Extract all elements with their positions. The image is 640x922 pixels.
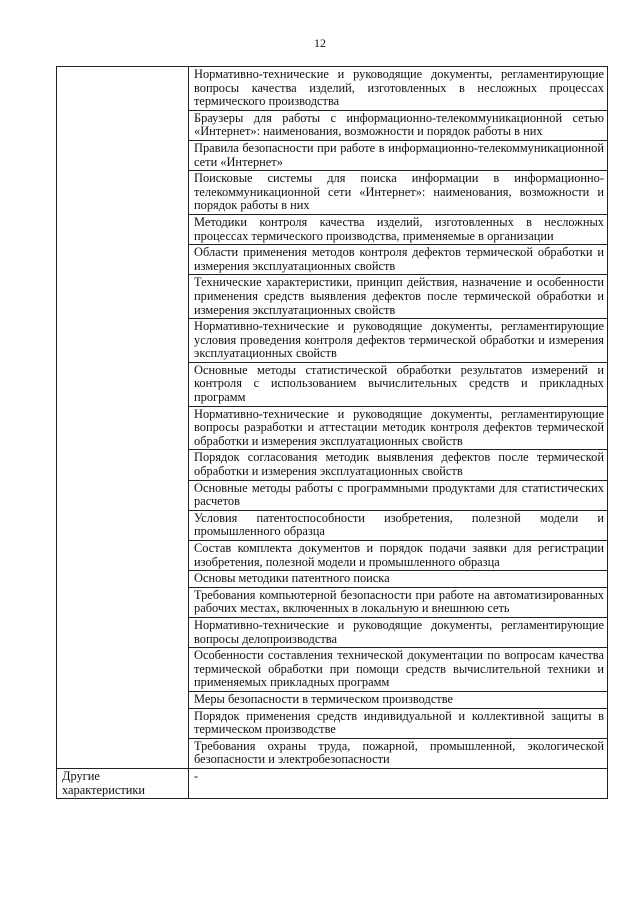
knowledge-item: Основы методики патентного поиска xyxy=(189,571,608,588)
knowledge-item: Методики контроля качества изделий, изготовленных в несложных процессах термического производства, применяемые в организации xyxy=(189,214,608,244)
knowledge-item: Области применения методов контроля дефектов термической обработки и измерения эксплуатационных свойств xyxy=(189,245,608,275)
other-characteristics-value: - xyxy=(189,768,608,798)
knowledge-item: Порядок согласования методик выявления дефектов после термической обработки и измерения эксплуатационных свойств xyxy=(189,450,608,480)
knowledge-item: Нормативно-технические и руководящие документы, регламентирующие вопросы качества изделий, изготовленных в несложных процессах термического производства xyxy=(189,67,608,111)
label-cell-empty xyxy=(57,67,189,769)
knowledge-item: Браузеры для работы с информационно-телекоммуникационной сетью «Интернет»: наименования, возможности и порядок работы в них xyxy=(189,110,608,140)
knowledge-item: Основные методы работы с программными продуктами для статистических расчетов xyxy=(189,480,608,510)
knowledge-item: Требования охраны труда, пожарной, промышленной, экологической безопасности и электробезопасности xyxy=(189,738,608,768)
knowledge-item: Технические характеристики, принцип действия, назначение и особенности применения средств выявления дефектов после термической обработки и измерения эксплуатационных свойств xyxy=(189,275,608,319)
knowledge-item: Порядок применения средств индивидуальной и коллективной защиты в термическом производстве xyxy=(189,708,608,738)
knowledge-table xyxy=(56,66,608,799)
knowledge-item: Поисковые системы для поиска информации в информационно-телекоммуникационной сети «Интернет»: наименования, возможности и порядок работы в них xyxy=(189,171,608,215)
knowledge-item: Основные методы статистической обработки результатов измерений и контроля с использованием вычислительных средств и прикладных программ xyxy=(189,362,608,406)
knowledge-item: Условия патентоспособности изобретения, полезной модели и промышленного образца xyxy=(189,510,608,540)
knowledge-item: Нормативно-технические и руководящие документы, регламентирующие вопросы разработки и аттестации методик контроля дефектов термической обработки и измерения эксплуатационных свойств xyxy=(189,406,608,450)
knowledge-item: Нормативно-технические и руководящие документы, регламентирующие вопросы делопроизводства xyxy=(189,617,608,647)
table-row xyxy=(57,67,608,111)
knowledge-item: Требования компьютерной безопасности при работе на автоматизированных рабочих местах, включенных в локальную и внешнюю сеть xyxy=(189,587,608,617)
knowledge-item: Правила безопасности при работе в информационно-телекоммуникационной сети «Интернет» xyxy=(189,140,608,170)
other-characteristics-label: Другие характеристики xyxy=(57,768,189,798)
knowledge-item: Особенности составления технической документации по вопросам качества термической обработки при помощи средств вычислительной техники и применяемых прикладных программ xyxy=(189,648,608,692)
knowledge-item: Нормативно-технические и руководящие документы, регламентирующие условия проведения контроля дефектов термической обработки и измерения эксплуатационных свойств xyxy=(189,319,608,363)
knowledge-item: Состав комплекта документов и порядок подачи заявки для регистрации изобретения, полезной модели и промышленного образца xyxy=(189,541,608,571)
table-row-other xyxy=(57,768,608,798)
page-number: 12 xyxy=(314,36,326,50)
knowledge-item: Меры безопасности в термическом производстве xyxy=(189,691,608,708)
